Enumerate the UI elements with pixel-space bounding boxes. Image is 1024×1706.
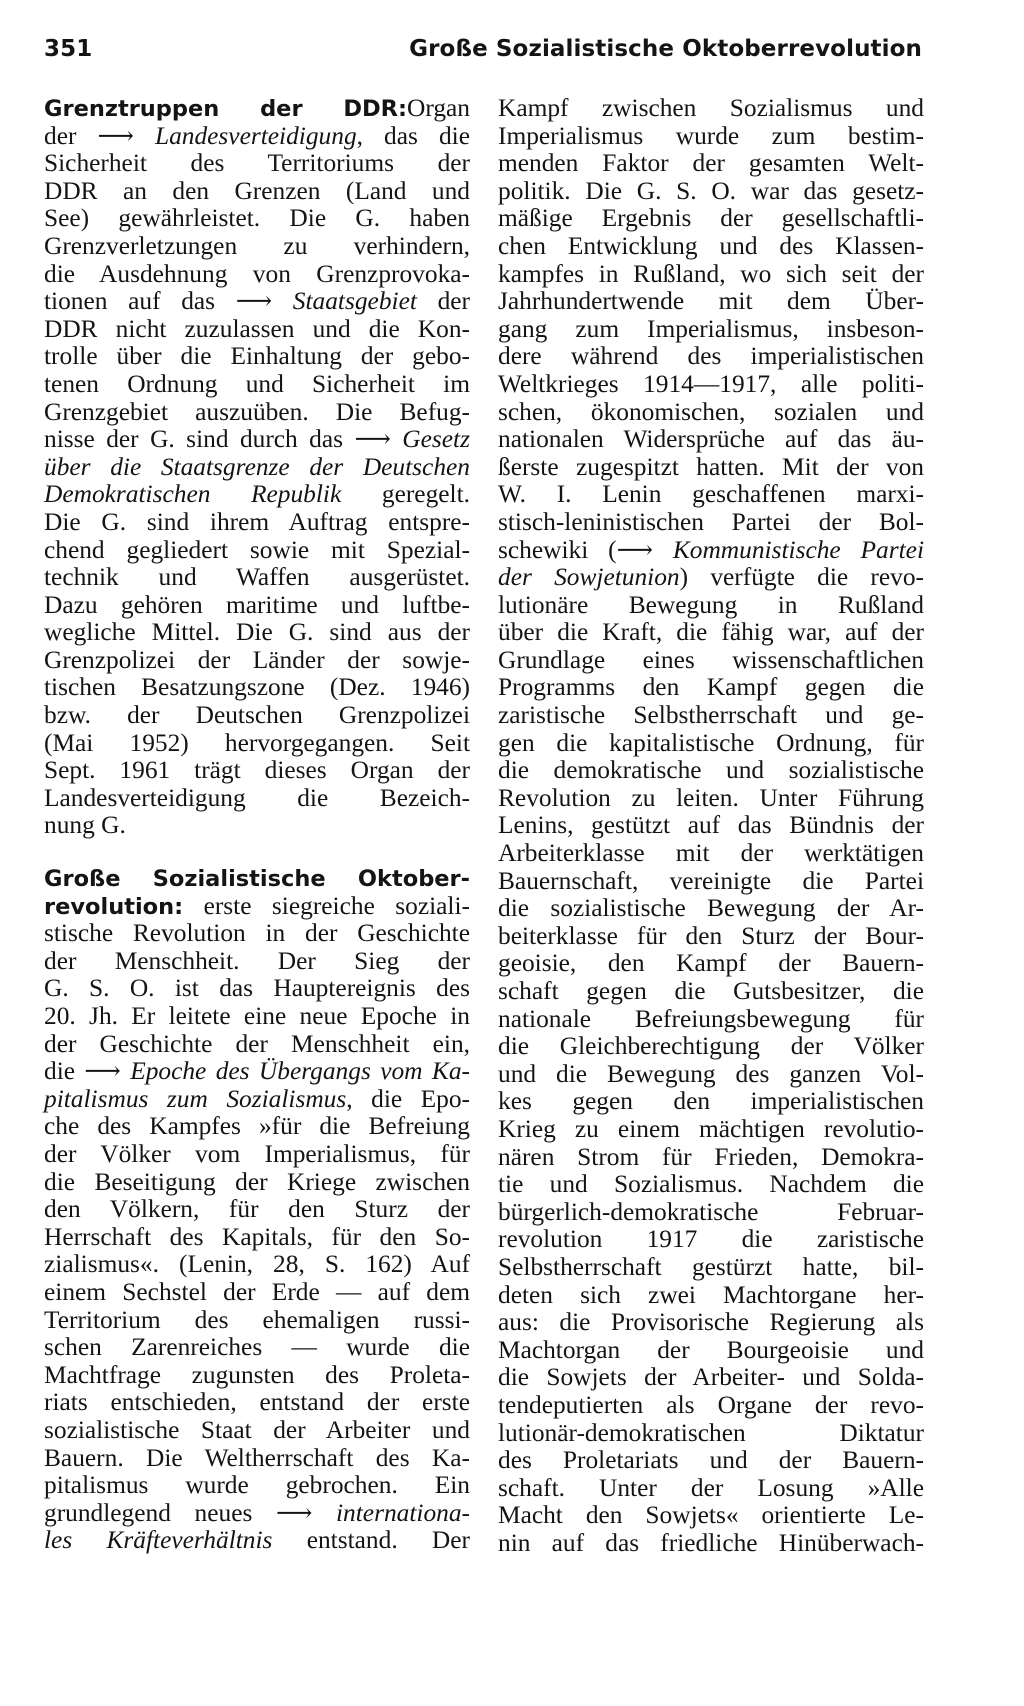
text-line: der Völker vom Imperialismus, für	[44, 1139, 470, 1168]
text-line: Bauernschaft, vereinigte die Partei	[498, 866, 924, 895]
text-line: Territorium des ehemaligen russi-	[44, 1305, 470, 1334]
text-line: Machtorgan der Bourgeoisie und	[498, 1335, 924, 1364]
text-line: wegliche Mittel. Die G. sind aus der	[44, 618, 470, 647]
text-line: Bauern. Die Weltherrschaft des Ka-	[44, 1443, 470, 1472]
text-line: die Beseitigung der Kriege zwischen	[44, 1167, 470, 1196]
text-line: nationalen Widersprüche auf das äu-	[498, 425, 924, 454]
text-line: See) gewährleistet. Die G. haben	[44, 204, 470, 233]
text-line: der ⟶ Landesverteidigung, das die	[44, 121, 470, 150]
running-title: Große Sozialistische Oktoberrevolution	[409, 36, 922, 62]
text-line: schaft. Unter der Losung »Alle	[498, 1473, 924, 1502]
text-line: Die G. sind ihrem Auftrag entspre-	[44, 507, 470, 536]
text-line: che des Kampfes »für die Befreiung	[44, 1112, 470, 1141]
text-line: Grenzpolizei der Länder der sowje-	[44, 645, 470, 674]
text-line: tendeputierten als Organe der revo-	[498, 1390, 924, 1419]
text-line: über die Kraft, die fähig war, auf der	[498, 618, 924, 647]
text-line: zaristische Selbstherrschaft und ge-	[498, 701, 924, 730]
text-line: Kampf zwischen Sozialismus und	[498, 94, 924, 122]
text-line: schen, ökonomischen, sozialen und	[498, 397, 924, 426]
text-line: Selbstherrschaft gestürzt hatte, bil-	[498, 1252, 924, 1281]
text-line: bürgerlich-demokratische Februar-	[498, 1197, 924, 1226]
text-line: kes gegen den imperialistischen	[498, 1087, 924, 1116]
text-line: chen Entwicklung und des Klassen-	[498, 231, 924, 260]
text-line: Sept. 1961 trägt dieses Organ der	[44, 756, 470, 785]
text-line: Weltkrieges 1914—1917, alle politi-	[498, 369, 924, 398]
text-line: G. S. O. ist das Hauptereignis des	[44, 974, 470, 1003]
text-line: dere während des imperialistischen	[498, 342, 924, 371]
text-line: Sicherheit des Territoriums der	[44, 149, 470, 178]
text-line: und die Bewegung des ganzen Vol-	[498, 1059, 924, 1088]
text-line: schen Zarenreiches — wurde die	[44, 1333, 470, 1362]
text-line: über die Staatsgrenze der Deutschen	[44, 452, 470, 481]
text-line: trolle über die Einhaltung der gebo-	[44, 342, 470, 371]
text-line: die ⟶ Epoche des Übergangs vom Ka-	[44, 1057, 470, 1086]
text-line: Macht den Sowjets« orientierte Le-	[498, 1501, 924, 1530]
text-line: schaft gegen die Gutsbesitzer, die	[498, 977, 924, 1005]
text-line: Grundlage eines wissenschaftlichen	[498, 645, 924, 674]
text-line: tie und Sozialismus. Nachdem die	[498, 1170, 924, 1199]
text-line: Imperialismus wurde zum bestim-	[498, 121, 924, 150]
text-line: menden Faktor der gesamten Welt-	[498, 149, 924, 178]
text-line: Lenins, gestützt auf das Bündnis der	[498, 811, 924, 840]
text-line: Grenztruppen der DDR:Organ	[44, 94, 470, 122]
text-line: bzw. der Deutschen Grenzpolizei	[44, 701, 470, 730]
text-line: pitalismus wurde gebrochen. Ein	[44, 1471, 470, 1500]
text-line: der Geschichte der Menschheit ein,	[44, 1029, 470, 1058]
text-line: die demokratische und sozialistische	[498, 756, 924, 785]
text-line: nin auf das friedliche Hinüberwach-	[498, 1528, 924, 1557]
text-line: sozialistische Staat der Arbeiter und	[44, 1415, 470, 1444]
text-line: Landesverteidigung die Bezeich-	[44, 783, 470, 812]
text-line: nung G.	[44, 811, 126, 840]
entry-headword: Grenztruppen der DDR:	[44, 96, 407, 122]
text-line: einem Sechstel der Erde — auf dem	[44, 1277, 470, 1306]
text-line: die Sowjets der Arbeiter- und Solda-	[498, 1363, 924, 1392]
text-line: Arbeiterklasse mit der werktätigen	[498, 839, 924, 868]
text-line: nisse der G. sind durch das ⟶ Gesetz	[44, 425, 470, 454]
text-line: deten sich zwei Machtorgane her-	[498, 1280, 924, 1309]
text-line: beiterklasse für den Sturz der Bour-	[498, 921, 924, 950]
text-line: Demokratischen Republik geregelt.	[44, 480, 470, 509]
text-line: des Proletariats und der Bauern-	[498, 1446, 924, 1475]
text-line: Krieg zu einem mächtigen revolutio-	[498, 1114, 924, 1143]
text-line: ßerste zugespitzt hatten. Mit der von	[498, 452, 924, 481]
text-line: Revolution zu leiten. Unter Führung	[498, 783, 924, 812]
text-line: pitalismus zum Sozialismus, die Epo-	[44, 1084, 471, 1113]
text-line: Herrschaft des Kapitals, für den So-	[44, 1222, 470, 1251]
text-line: kampfes in Rußland, wo sich seit der	[498, 259, 924, 288]
text-line: tischen Besatzungszone (Dez. 1946)	[44, 673, 470, 702]
text-line: W. I. Lenin geschaffenen marxi-	[498, 480, 924, 509]
text-line: stisch-leninistischen Partei der Bol-	[498, 507, 924, 536]
entry-headword-cont: revolution:	[44, 893, 184, 920]
text-line: grundlegend neues ⟶ internationa-	[44, 1498, 470, 1527]
text-line: chend gegliedert sowie mit Spezial-	[44, 535, 470, 564]
text-line: (Mai 1952) hervorgegangen. Seit	[44, 728, 470, 757]
text-line: Programms den Kampf gegen die	[498, 673, 924, 702]
text-line: politik. Die G. S. O. war das gesetz-	[498, 176, 924, 205]
entry-gap	[44, 840, 470, 865]
text-line: Grenzgebiet auszuüben. Die Befug-	[44, 397, 470, 426]
text-line: schewiki (⟶ Kommunistische Partei	[498, 535, 924, 564]
text-line: Machtfrage zugunsten des Proleta-	[44, 1360, 470, 1389]
text-line: nationale Befreiungsbewegung für	[498, 1004, 924, 1033]
text-line: mäßige Ergebnis der gesellschaftli-	[498, 204, 924, 233]
text-line: revolution 1917 die zaristische	[498, 1225, 924, 1254]
text-line: zialismus«. (Lenin, 28, S. 162) Auf	[44, 1250, 470, 1279]
text-line: DDR an den Grenzen (Land und	[44, 176, 470, 205]
text-line: Dazu gehören maritime und luftbe-	[44, 590, 470, 619]
text-line: die Gleichberechtigung der Völker	[498, 1032, 924, 1061]
text-line: Jahrhundertwende mit dem Über-	[498, 287, 924, 316]
text-line: stische Revolution in der Geschichte	[44, 919, 470, 948]
text-line: die Ausdehnung von Grenzprovoka-	[44, 259, 470, 288]
text-line: tenen Ordnung und Sicherheit im	[44, 369, 470, 398]
entry-headword: Große Sozialistische Oktober-	[44, 866, 470, 893]
text-line: Grenzverletzungen zu verhindern,	[44, 231, 470, 260]
page-number: 351	[44, 36, 93, 62]
left-column	[44, 95, 470, 1555]
text-line: 20. Jh. Er leitete eine neue Epoche in	[44, 1002, 470, 1030]
right-column	[498, 95, 924, 1557]
text-line: DDR nicht zuzulassen und die Kon-	[44, 314, 470, 343]
text-line: geoisie, den Kampf der Bauern-	[498, 949, 924, 978]
text-line: die sozialistische Bewegung der Ar-	[498, 894, 924, 923]
text-line: aus: die Provisorische Regierung als	[498, 1308, 924, 1337]
text-line: tionen auf das ⟶ Staatsgebiet der	[44, 287, 470, 316]
running-head	[44, 36, 922, 72]
text-line: riats entschieden, entstand der erste	[44, 1388, 470, 1417]
text-line: der Menschheit. Der Sieg der	[44, 946, 470, 975]
text-line: gen die kapitalistische Ordnung, für	[498, 728, 924, 757]
text-line: nären Strom für Frieden, Demokra-	[498, 1142, 924, 1171]
text-line: technik und Waffen ausgerüstet.	[44, 563, 470, 592]
text-line: den Völkern, für den Sturz der	[44, 1195, 470, 1224]
text-line: lutionär-demokratischen Diktatur	[498, 1418, 924, 1447]
text-line: les Kräfteverhältnis entstand. Der	[44, 1526, 470, 1555]
text-line: gang zum Imperialismus, insbeson-	[498, 314, 924, 343]
text-line: revolution: erste siegreiche soziali-	[44, 891, 470, 920]
text-line: lutionäre Bewegung in Rußland	[498, 590, 924, 619]
text-line: der Sowjetunion) verfügte die revo-	[498, 563, 925, 592]
